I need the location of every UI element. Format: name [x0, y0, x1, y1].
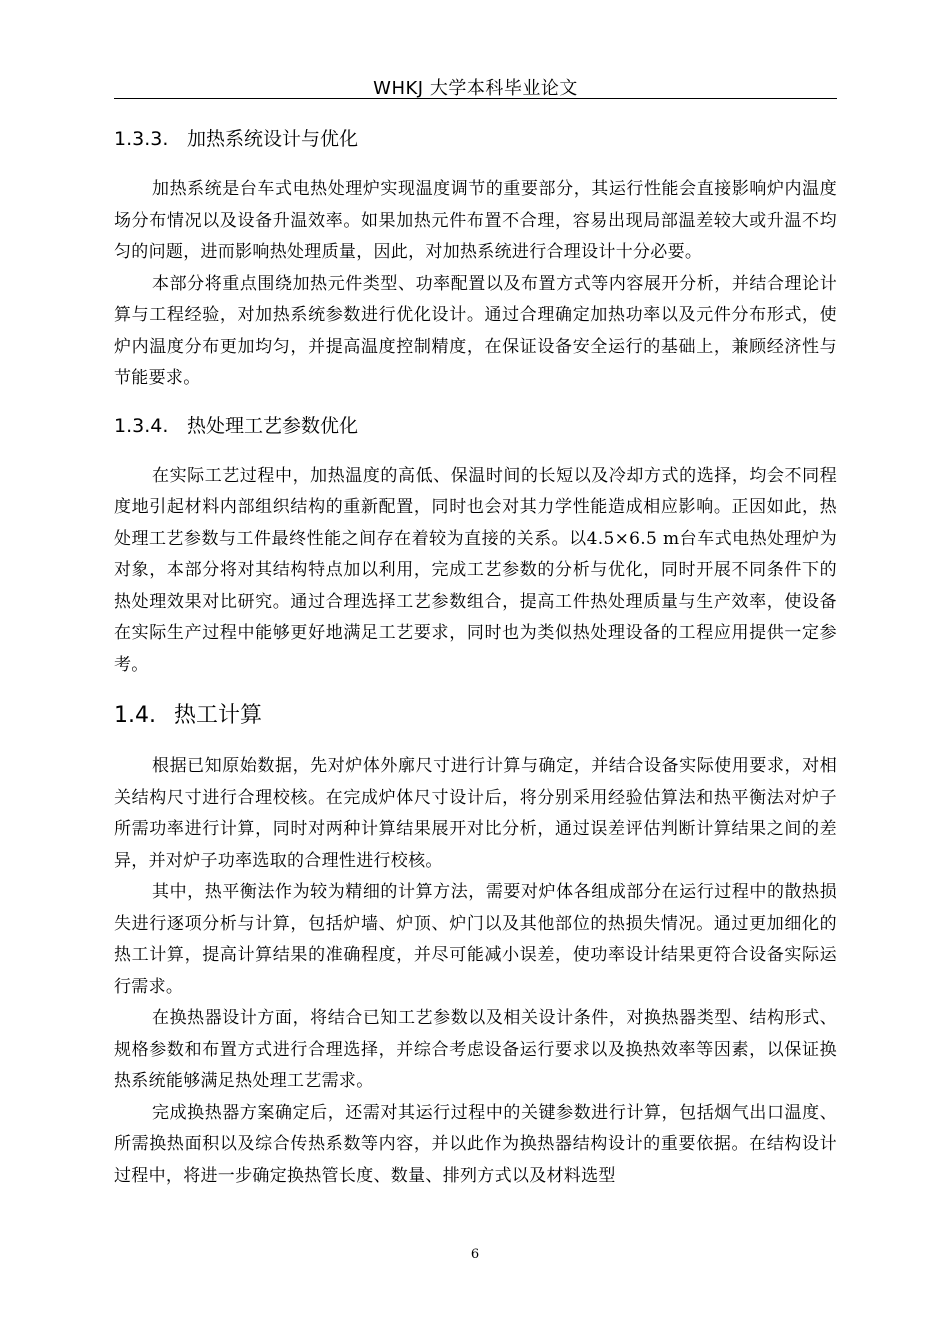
- paragraph: 本部分将重点围绕加热元件类型、功率配置以及布置方式等内容展开分析，并结合理论计算与工程经验，对加热系统参数进行优化设计。通过合理确定加热功率以及元件分布形式，使炉内温度分布更加均匀，并提高温度控制精度，在保证设备安全运行的基础上，兼顾经济性与节能要求。: [114, 273, 837, 388]
- paragraph: 其中，热平衡法作为较为精细的计算方法，需要对炉体各组成部分在运行过程中的散热损失进行逐项分析与计算，包括炉墙、炉顶、炉门以及其他部位的热损失情况。通过更加细化的热工计算，提高计算结果的准确程度，并尽可能减小误差，使功率设计结果更符合设备实际运行需求。: [114, 882, 837, 997]
- page-header: [114, 64, 837, 99]
- section-title: 热工计算: [174, 703, 263, 728]
- section-title: 热处理工艺参数优化: [187, 414, 359, 437]
- section-heading-1-3-3: [114, 124, 837, 154]
- paragraph: 根据已知原始数据，先对炉体外廓尺寸进行计算与确定，并结合设备实际使用要求，对相关结构尺寸进行合理校核。在完成炉体尺寸设计后，将分别采用经验估算法和热平衡法对炉子所需功率进行计算，同时对两种计算结果展开对比分析，通过误差评估判断计算结果之间的差异，并对炉子功率选取的合理性进行校核。: [114, 756, 837, 871]
- paragraph: 在实际工艺过程中，加热温度的高低、保温时间的长短以及冷却方式的选择，均会不同程度地引起材料内部组织结构的重新配置，同时也会对其力学性能造成相应影响。正因如此，热处理工艺参数与工件最终性能之间存在着较为直接的关系。以4.5×6.5 m台车式电热处理炉为对象，本部分将对其结构特点加以利用，完成工艺参数的分析与优化，同时开展不同条件下的热处理效果对比研究。通过合理选择工艺参数组合，提高工件热处理质量与生产效率，使设备在实际生产过程中能够更好地满足工艺要求，同时也为类似热处理设备的工程应用提供一定参考。: [114, 465, 837, 675]
- header-title: WHKJ 大学本科毕业论文: [373, 78, 578, 99]
- section-heading-1-3-4: [114, 411, 837, 441]
- section-number: 1.3.3.: [114, 128, 169, 150]
- page-number: 6: [470, 1247, 480, 1262]
- section-title: 加热系统设计与优化: [187, 128, 359, 150]
- paragraph: 完成换热器方案确定后，还需对其运行过程中的关键参数进行计算，包括烟气出口温度、所需换热面积以及综合传热系数等内容，并以此作为换热器结构设计的重要依据。在结构设计过程中，将进一步确定换热管长度、数量、排列方式以及材料选型: [114, 1102, 837, 1186]
- paragraph: 在换热器设计方面，将结合已知工艺参数以及相关设计条件，对换热器类型、结构形式、规格参数和布置方式进行合理选择，并综合考虑设备运行要求以及换热效率等因素，以保证换热系统能够满足热处理工艺需求。: [114, 1008, 837, 1091]
- paragraph: 加热系统是台车式电热处理炉实现温度调节的重要部分，其运行性能会直接影响炉内温度场分布情况以及设备升温效率。如果加热元件布置不合理，容易出现局部温差较大或升温不均匀的问题，进而影响热处理质量，因此，对加热系统进行合理设计十分必要。: [114, 179, 837, 262]
- section-number: 1.3.4.: [114, 414, 169, 437]
- section-number: 1.4.: [114, 703, 156, 728]
- page-body: [114, 124, 837, 1192]
- section-heading-1-4: [114, 699, 837, 733]
